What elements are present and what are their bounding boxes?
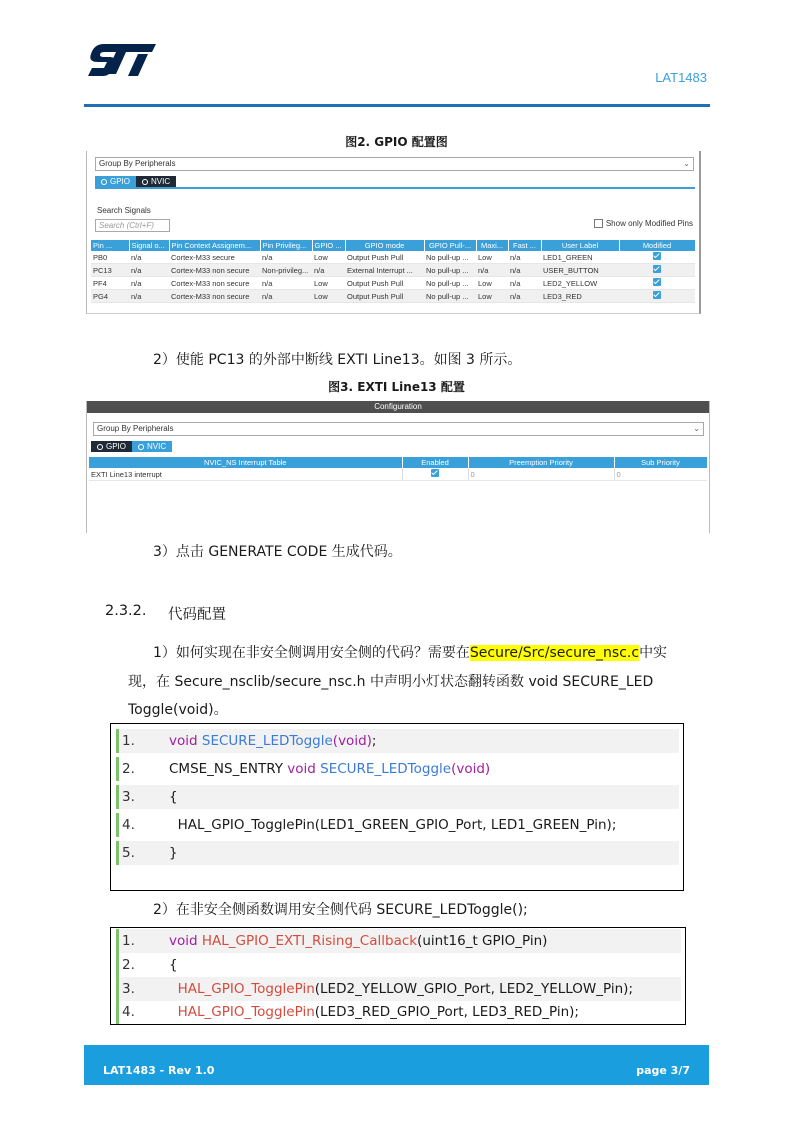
column-header[interactable]: Modified: [619, 240, 695, 251]
table-row[interactable]: [91, 277, 695, 290]
table-cell: Low: [312, 251, 345, 264]
check-icon: [431, 469, 439, 477]
modified-checkbox: [619, 264, 695, 277]
line-number: 3.: [122, 981, 135, 997]
tab-gpio-label: GPIO: [110, 177, 131, 186]
line-number: 1.: [122, 733, 135, 749]
column-header[interactable]: Pin ...: [91, 240, 129, 251]
table-cell: n/a: [508, 290, 541, 303]
search-label: Search Signals: [97, 206, 151, 215]
table-cell: LED1_GREEN: [541, 251, 619, 264]
code-text: {: [169, 789, 178, 805]
table-cell: No pull-up ...: [424, 290, 476, 303]
line-number: 2.: [122, 761, 135, 777]
column-header[interactable]: Maxi...: [476, 240, 508, 251]
column-header[interactable]: GPIO mode: [345, 240, 424, 251]
col-preemption: Preemption Priority: [468, 457, 614, 468]
section-number: 2.3.2.: [105, 603, 147, 619]
table-cell: n/a: [129, 277, 169, 290]
code-text: CMSE_NS_ENTRY void SECURE_LEDToggle(void): [169, 761, 491, 777]
gpio-config-screenshot: [86, 151, 701, 314]
code-block-2: [110, 927, 686, 1025]
group-by-value: Group By Peripherals: [99, 159, 176, 168]
group-by-dropdown[interactable]: [95, 157, 694, 171]
nvic-table: [89, 457, 708, 481]
group-by-value-2: Group By Peripherals: [97, 424, 174, 433]
table-cell: Non-privileg...: [260, 264, 312, 277]
para2-text: 2）在非安全侧函数调用安全侧代码 SECURE_LEDToggle();: [153, 902, 528, 918]
line-number: 3.: [122, 789, 135, 805]
code-line: [116, 841, 679, 865]
table-cell: Output Push Pull: [345, 277, 424, 290]
table-cell: n/a: [508, 264, 541, 277]
table-cell: Cortex-M33 non secure: [169, 264, 260, 277]
code-line: [116, 729, 679, 753]
table-cell: PB0: [91, 251, 129, 264]
show-modified-toggle[interactable]: [594, 219, 693, 228]
section-title: 代码配置: [168, 607, 226, 623]
column-header[interactable]: Fast ...: [508, 240, 541, 251]
gpio-table: [91, 240, 696, 303]
peripheral-tabs-2: [91, 441, 172, 452]
peripheral-tabs: [95, 176, 176, 187]
column-header[interactable]: GPIO Pull-...: [424, 240, 476, 251]
tab-underline: [95, 187, 695, 189]
interrupt-name: EXTI Line13 interrupt: [89, 468, 402, 481]
header-divider: [84, 104, 710, 107]
code-text: HAL_GPIO_TogglePin(LED1_GREEN_GPIO_Port, LED1_GREEN_Pin);: [169, 817, 617, 833]
line-number: 2.: [122, 957, 135, 973]
tab-gpio[interactable]: [95, 176, 136, 187]
table-cell: Output Push Pull: [345, 290, 424, 303]
code-line: [116, 953, 681, 977]
gear-icon: [138, 444, 144, 450]
column-header[interactable]: Pin Context Assignem...: [169, 240, 260, 251]
table-cell: LED2_YELLOW: [541, 277, 619, 290]
table-cell: PF4: [91, 277, 129, 290]
code-text: void SECURE_LEDToggle(void);: [169, 733, 377, 749]
table-cell: Cortex-M33 non secure: [169, 277, 260, 290]
table-row[interactable]: [91, 251, 695, 264]
code-text: {: [169, 957, 178, 973]
tab-nvic-label: NVIC: [151, 177, 171, 186]
table-cell: n/a: [508, 277, 541, 290]
table-cell: LED3_RED: [541, 290, 619, 303]
table-cell: Low: [312, 290, 345, 303]
line-number: 4.: [122, 817, 135, 833]
page-footer: [84, 1045, 709, 1085]
line-number: 4.: [122, 1004, 135, 1020]
table-cell: n/a: [129, 251, 169, 264]
table-cell: PG4: [91, 290, 129, 303]
table-cell: No pull-up ...: [424, 251, 476, 264]
group-by-dropdown-2[interactable]: [93, 422, 704, 436]
gear-icon: [142, 179, 148, 185]
footer-doc-rev: LAT1483 - Rev 1.0: [103, 1064, 215, 1077]
code-line: [116, 785, 679, 809]
table-cell: n/a: [129, 264, 169, 277]
para1-line2: 现，在 Secure_nsclib/secure_nsc.h 中声明小灯状态翻转函数 void SECURE_LED: [128, 674, 654, 690]
code-text: }: [169, 845, 178, 861]
table-cell: n/a: [260, 290, 312, 303]
code-line: [116, 813, 679, 837]
step2-text: 2）使能 PC13 的外部中断线 EXTI Line13。如图 3 所示。: [153, 352, 522, 368]
gear-icon: [101, 179, 107, 185]
show-modified-label: Show only Modified Pins: [605, 219, 693, 228]
tab-nvic[interactable]: [136, 176, 176, 187]
table-cell: Low: [476, 277, 508, 290]
line-number: 1.: [122, 933, 135, 949]
configuration-title: Configuration: [87, 401, 709, 413]
code-line: [116, 977, 681, 1001]
table-cell: n/a: [476, 264, 508, 277]
checkbox-icon: [594, 219, 603, 228]
code-block-1: [110, 723, 684, 891]
preemption-value[interactable]: 0: [468, 468, 614, 481]
col-sub-priority: Sub Priority: [614, 457, 707, 468]
line-number: 5.: [122, 845, 135, 861]
tab-gpio-label-2: GPIO: [106, 442, 127, 451]
chevron-down-icon: ⌄: [683, 159, 690, 168]
table-cell: Low: [312, 277, 345, 290]
code-line: [116, 929, 681, 953]
exti-config-screenshot: [86, 401, 710, 533]
table-row: [89, 468, 707, 481]
table-row[interactable]: [91, 264, 695, 277]
code-line: [116, 1000, 681, 1024]
table-row[interactable]: [91, 290, 695, 303]
column-header[interactable]: Signal o...: [129, 240, 169, 251]
table-cell: Low: [476, 290, 508, 303]
tab-nvic-label-2: NVIC: [147, 442, 167, 451]
code-line: [116, 757, 679, 781]
chevron-down-icon: ⌄: [693, 424, 700, 433]
column-header[interactable]: User Label: [541, 240, 619, 251]
modified-checkbox: [619, 277, 695, 290]
code-text: HAL_GPIO_TogglePin(LED3_RED_GPIO_Port, LED3_RED_Pin);: [169, 1004, 579, 1020]
modified-checkbox: [619, 290, 695, 303]
col-interrupt-table: NVIC_NS Interrupt Table: [89, 457, 402, 468]
footer-page-number: page 3/7: [636, 1064, 690, 1077]
table-cell: No pull-up ...: [424, 264, 476, 277]
table-cell: n/a: [260, 251, 312, 264]
code-text: HAL_GPIO_TogglePin(LED2_YELLOW_GPIO_Port, LED2_YELLOW_Pin);: [169, 981, 633, 997]
gear-icon: [97, 444, 103, 450]
table-cell: Cortex-M33 non secure: [169, 290, 260, 303]
table-cell: n/a: [508, 251, 541, 264]
search-input[interactable]: Search (Ctrl+F): [95, 219, 170, 232]
table-cell: Output Push Pull: [345, 251, 424, 264]
check-icon: [653, 278, 661, 286]
st-logo: [86, 40, 158, 80]
tab-nvic-2[interactable]: [132, 441, 172, 452]
enabled-checkbox[interactable]: [402, 468, 468, 481]
table-cell: Cortex-M33 secure: [169, 251, 260, 264]
table-cell: n/a: [129, 290, 169, 303]
highlighted-path: Secure/Src/secure_nsc.c: [469, 645, 640, 661]
column-header[interactable]: Pin Privileg...: [260, 240, 312, 251]
table-cell: PC13: [91, 264, 129, 277]
para1-line3: Toggle(void)。: [128, 702, 228, 718]
step3-text: 3）点击 GENERATE CODE 生成代码。: [153, 544, 402, 560]
para1-text-end: 中实: [639, 645, 668, 661]
col-enabled: Enabled: [402, 457, 468, 468]
sub-priority-value[interactable]: 0: [614, 468, 707, 481]
para1-text: 1）如何实现在非安全侧调用安全侧的代码？需要在: [153, 645, 470, 661]
check-icon: [653, 252, 661, 260]
figure3-caption: 图3. EXTI Line13 配置: [328, 380, 465, 394]
para1-line1: [153, 642, 667, 662]
modified-checkbox: [619, 251, 695, 264]
table-cell: n/a: [312, 264, 345, 277]
doc-id: LAT1483: [655, 70, 707, 85]
table-cell: USER_BUTTON: [541, 264, 619, 277]
table-cell: External Interrupt ...: [345, 264, 424, 277]
check-icon: [653, 265, 661, 273]
check-icon: [653, 291, 661, 299]
tab-gpio-2[interactable]: [91, 441, 132, 452]
table-cell: No pull-up ...: [424, 277, 476, 290]
table-cell: n/a: [260, 277, 312, 290]
figure2-caption: 图2. GPIO 配置图: [345, 135, 448, 149]
code-text: void HAL_GPIO_EXTI_Rising_Callback(uint16_t GPIO_Pin): [169, 933, 548, 949]
table-cell: Low: [476, 251, 508, 264]
column-header[interactable]: GPIO ...: [312, 240, 345, 251]
